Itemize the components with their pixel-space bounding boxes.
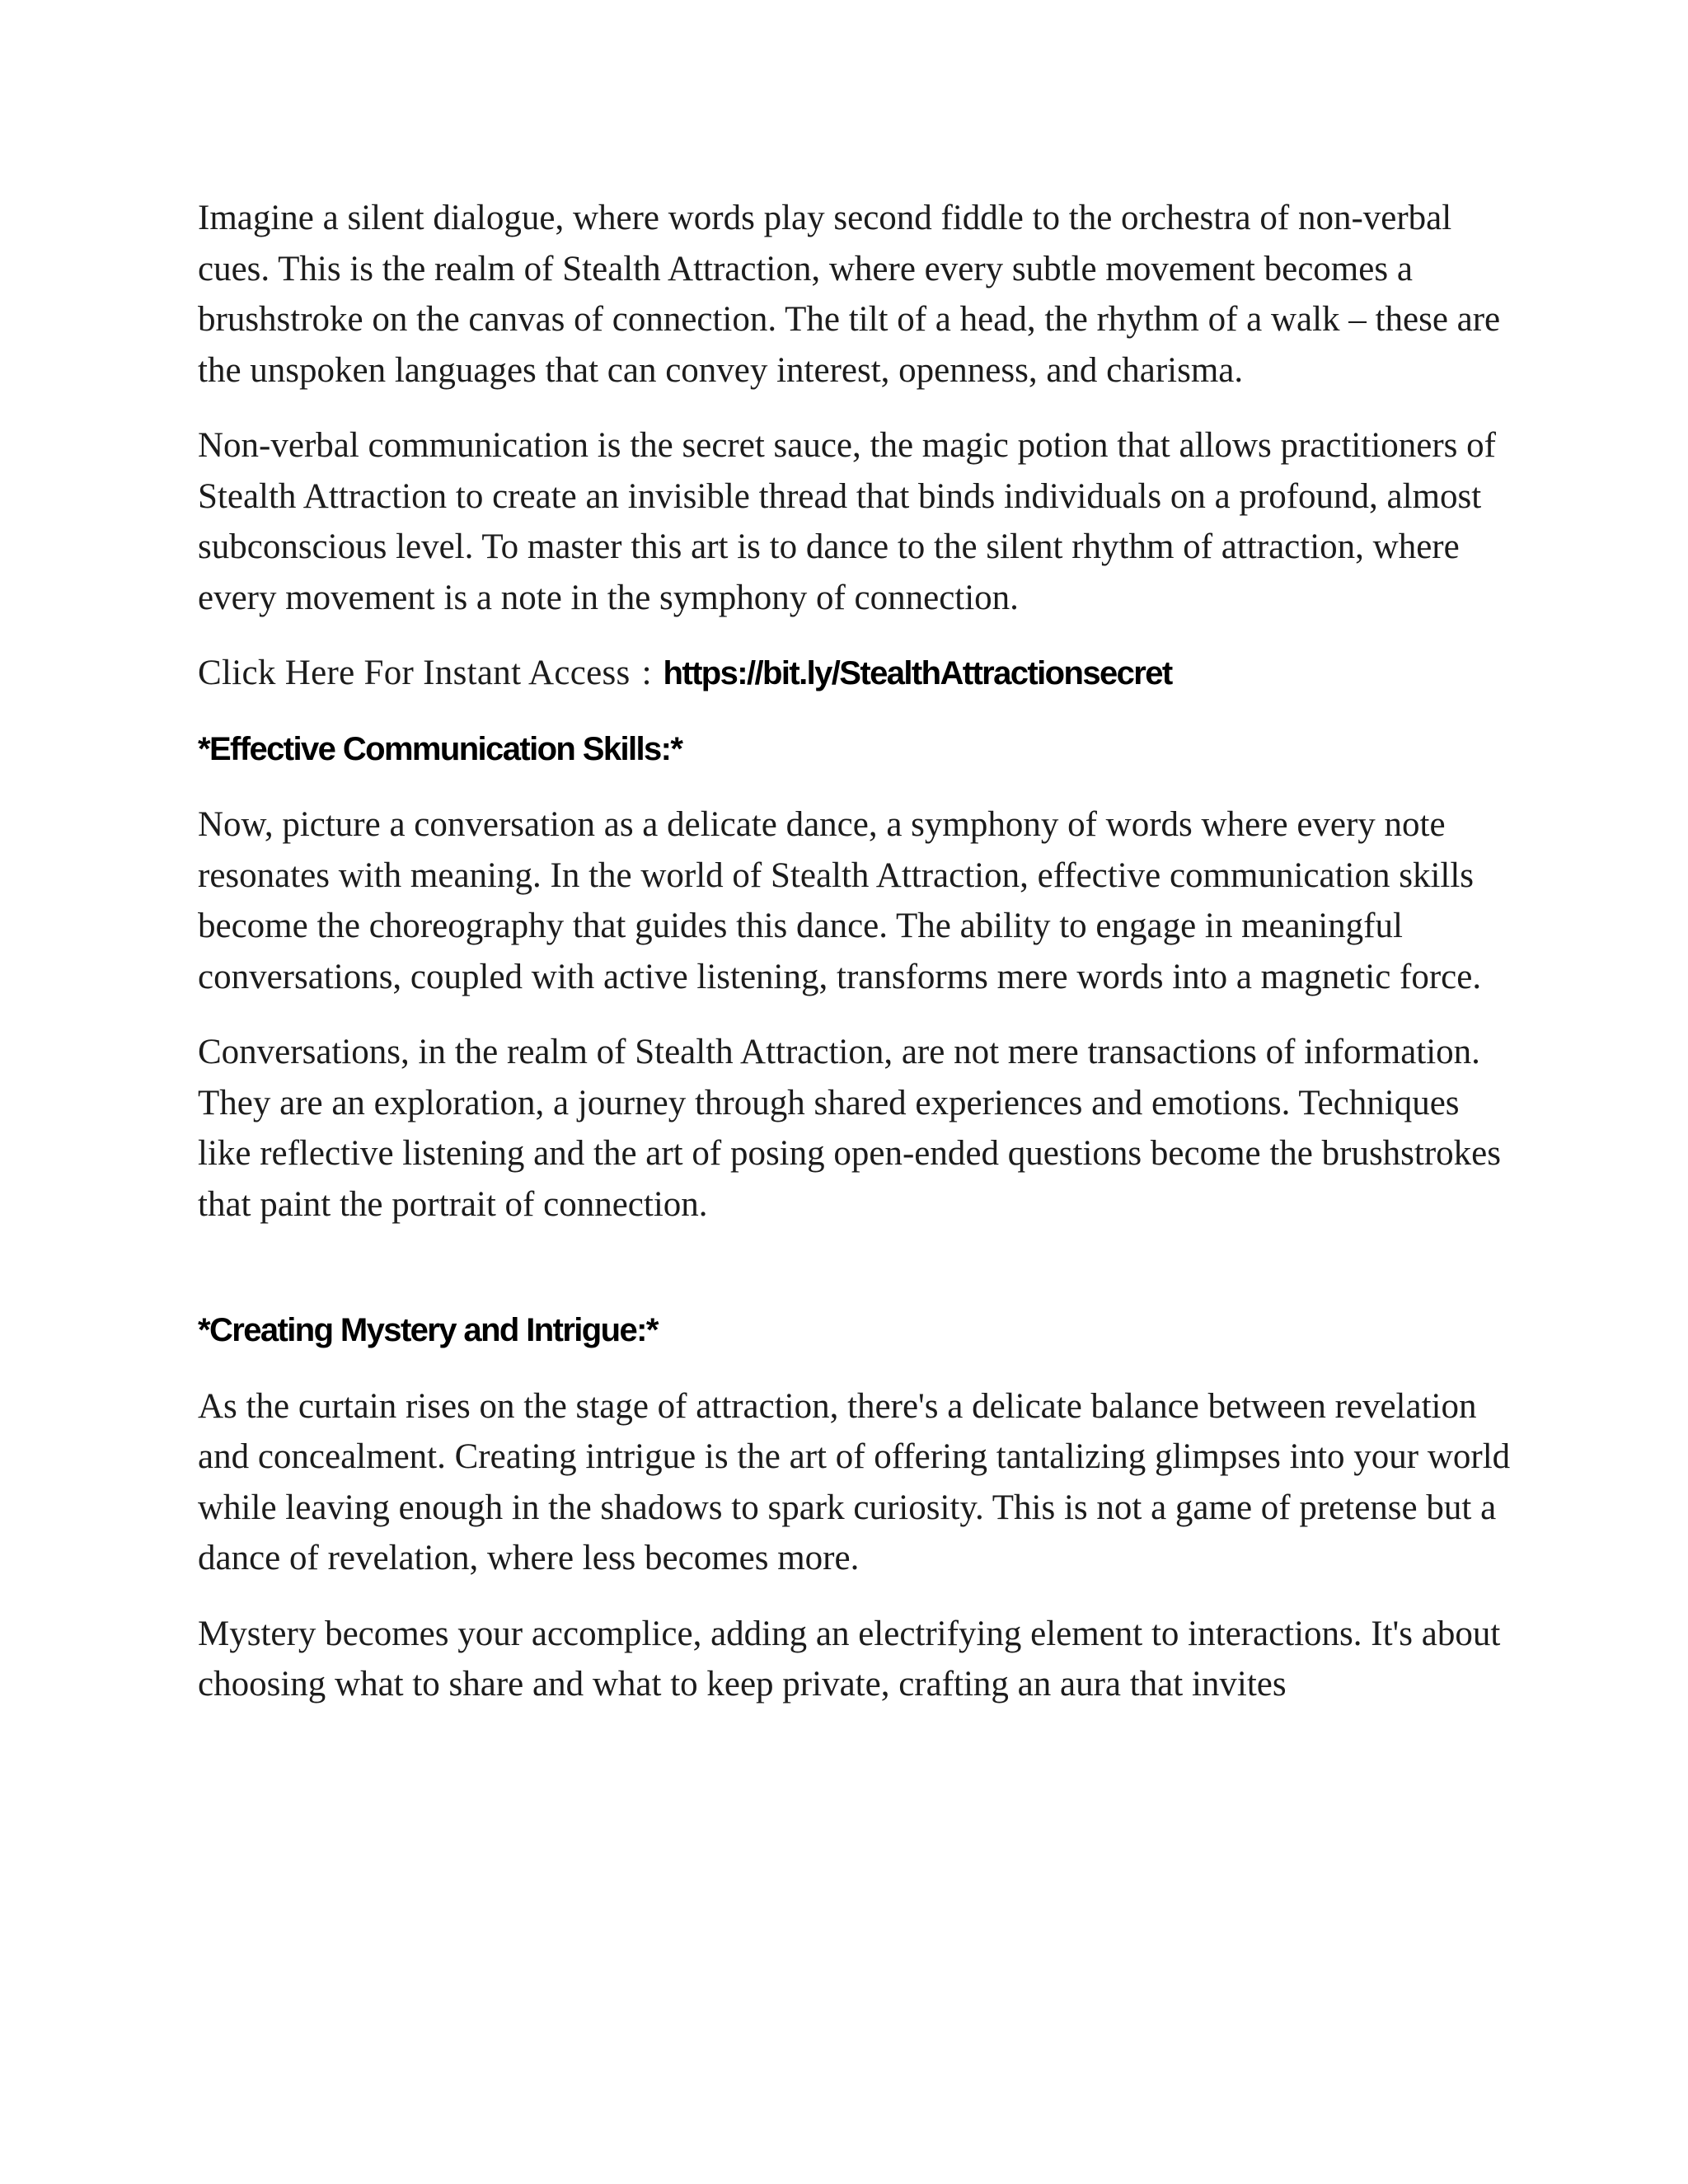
section-spacer bbox=[198, 1254, 1517, 1305]
instant-access-label: Click Here For Instant Access bbox=[198, 654, 631, 692]
paragraph-nonverbal-sauce: Non-verbal communication is the secret sauce, the magic potion that allows practitioners of Stealth Attraction to create an invisible thread that binds individuals on a profound, almost subconscious level. To master this art is to dance to the silent rhythm of attraction, where every movement is a note in the symphony of connection. bbox=[198, 426, 1496, 617]
paragraph-conversation-exploration: Conversations, in the realm of Stealth Attraction, are not mere transactions of information. They are an exploration, a journey through shared experiences and emotions. Techniques like reflective listening and the art of posing open-ended questions become the brushstrokes that paint the portrait of connection. bbox=[198, 1033, 1502, 1224]
instant-access-colon: : bbox=[641, 654, 652, 692]
instant-access-link[interactable]: https://bit.ly/StealthAttractionsecret bbox=[663, 655, 1172, 691]
heading-effective-communication: *Effective Communication Skills:* bbox=[198, 730, 682, 767]
document-page bbox=[198, 193, 1517, 1735]
instant-access-line bbox=[198, 648, 1517, 700]
paragraph-curtain-rises: As the curtain rises on the stage of attraction, there's a delicate balance between revelation and concealment. Creating intrigue is the art of offering tantalizing glimpses into your world while leaving enough in the shadows to spark curiosity. This is not a game of pretense but a dance of revelation, where less becomes more. bbox=[198, 1386, 1511, 1577]
paragraph-conversation-dance: Now, picture a conversation as a delicate dance, a symphony of words where every note resonates with meaning. In the world of Stealth Attraction, effective communication skills become the choreography that guides this dance. The ability to engage in meaningful conversations, coupled with active listening, transforms mere words into a magnetic force. bbox=[198, 805, 1482, 996]
paragraph-mystery-accomplice: Mystery becomes your accomplice, adding an electrifying element to interactions. It's about choosing what to share and what to keep private, crafting an aura that invites bbox=[198, 1614, 1501, 1704]
heading-mystery-intrigue: *Creating Mystery and Intrigue:* bbox=[198, 1312, 658, 1348]
paragraph-nonverbal-intro: Imagine a silent dialogue, where words play second fiddle to the orchestra of non-verbal cues. This is the realm of Stealth Attraction, where every subtle movement becomes a brushstroke on the canvas of connection. The tilt of a head, the rhythm of a walk – these are the unspoken languages that can convey interest, openness, and charisma. bbox=[198, 199, 1501, 390]
